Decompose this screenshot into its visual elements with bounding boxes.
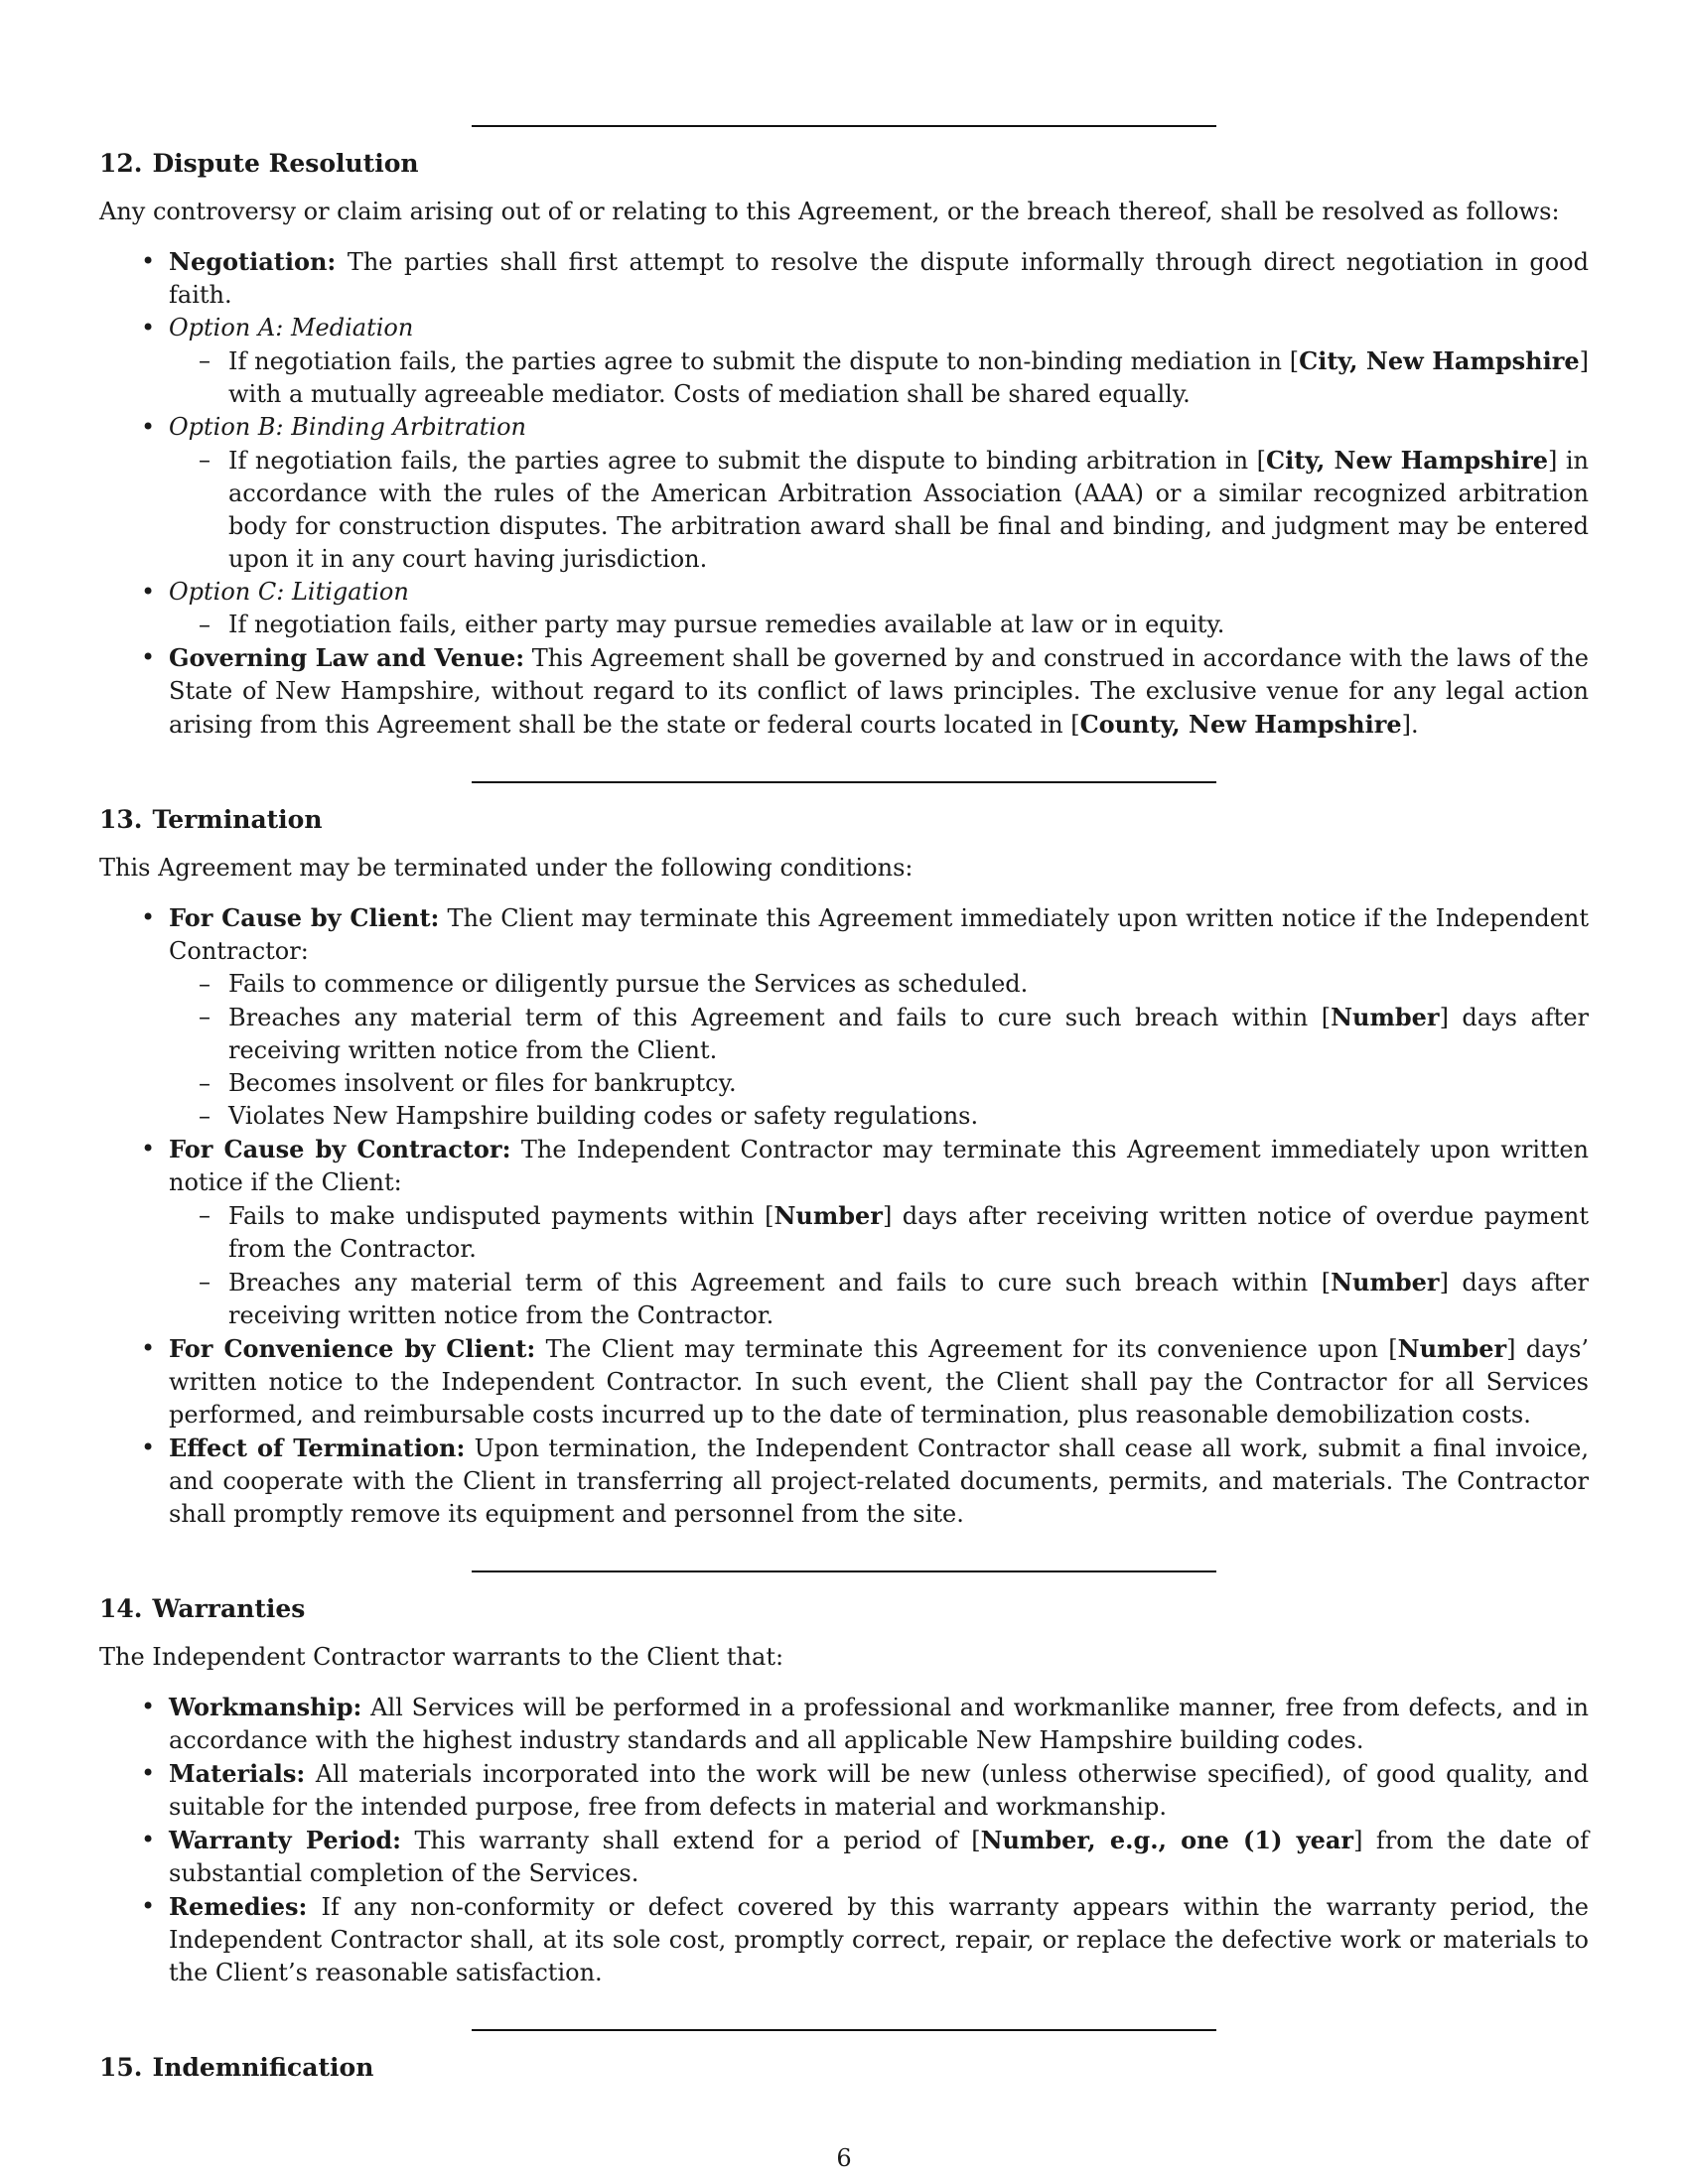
section-heading-dispute-resolution	[99, 147, 1589, 181]
list-item-cause-by-contractor	[169, 1133, 1589, 1332]
section-heading-warranties	[99, 1592, 1589, 1626]
item-text: The Client may terminate this Agreement for its convenience upon [	[535, 1335, 1398, 1363]
section-divider	[472, 125, 1216, 127]
item-text: The Client may terminate this Agreement immediately upon written notice if the Independent Contractor:	[169, 904, 1589, 965]
placeholder-number: Number	[1397, 1334, 1507, 1363]
item-label: Workmanship:	[169, 1693, 362, 1721]
sub-list	[169, 609, 1589, 641]
section-number: 13.	[99, 805, 143, 834]
list-item-option-c	[169, 576, 1589, 641]
section-title: Dispute Resolution	[152, 149, 419, 178]
item-label: Option C: Litigation	[169, 578, 409, 606]
sub-item	[228, 1266, 1589, 1332]
section-number: 12.	[99, 149, 143, 178]
item-text: ] in accordance with the rules of the American Arbitration Association (AAA) or a similar recognized arbitration body for construction disputes. The arbitration award shall be final and binding, and judgment may be entered upon it in any court having jurisdiction.	[228, 447, 1590, 573]
item-text: Upon termination, the Independent Contractor shall cease all work, submit a final invoice, and cooperate with the Client in transferring all project-related documents, permits, and materials. The Contractor shall promptly remove its equipment and personnel from the site.	[169, 1434, 1589, 1528]
item-label: For Cause by Client:	[169, 903, 440, 932]
placeholder-number: Number	[774, 1201, 883, 1230]
section-divider	[472, 1570, 1216, 1572]
list-item-option-b	[169, 411, 1589, 576]
item-text: Breaches any material term of this Agreement and fails to cure such breach within [	[228, 1269, 1332, 1297]
placeholder-number: Number, e.g., one (1) year	[980, 1826, 1354, 1854]
placeholder-city: City, New Hampshire	[1299, 346, 1580, 375]
sub-item: – Violates New Hampshire building codes or safety regulations.	[228, 1100, 1589, 1133]
list-item-effect-of-termination	[169, 1432, 1589, 1531]
item-label: Warranty Period:	[169, 1826, 402, 1854]
section-title: Termination	[152, 805, 323, 834]
section-intro: This Agreement may be terminated under the following conditions:	[99, 854, 914, 882]
item-text: This Agreement shall be governed by and construed in accordance with the laws of the State of New Hampshire, without regard to its conflict of laws principles. The exclusive venue for any legal action arising from this Agreement shall be the state or federal courts located in [	[169, 644, 1589, 739]
section-heading-indemnification	[99, 2051, 1589, 2085]
item-text: Fails to make undisputed payments within [	[228, 1202, 774, 1230]
item-text: ] days after receiving written notice of overdue payment from the Contractor.	[228, 1202, 1589, 1263]
item-text: The Independent Contractor may terminate this Agreement immediately upon written notice if the Client:	[169, 1136, 1589, 1196]
list-item-cause-by-client	[169, 901, 1589, 1133]
list-item-warranty-period	[169, 1824, 1589, 1890]
item-label: Effect of Termination:	[169, 1433, 466, 1462]
section-number: 15.	[99, 2053, 143, 2082]
section-intro: Any controversy or claim arising out of or relating to this Agreement, or the breach thereof, shall be resolved as follows:	[99, 198, 1560, 225]
list-item-remedies	[169, 1890, 1589, 1989]
sub-list	[169, 968, 1589, 1133]
item-label: For Cause by Contractor:	[169, 1135, 511, 1163]
item-label: For Convenience by Client:	[169, 1334, 536, 1363]
sub-item: – If negotiation fails, either party may pursue remedies available at law or in equity.	[228, 609, 1589, 641]
placeholder-county: County, New Hampshire	[1079, 710, 1402, 739]
sub-list	[169, 1199, 1589, 1332]
document-page	[99, 0, 1589, 2085]
warranties-list	[99, 1691, 1589, 1989]
list-item-materials	[169, 1757, 1589, 1824]
sub-list	[169, 444, 1589, 576]
item-text: ] days after receiving written notice from the Client.	[228, 1004, 1590, 1064]
placeholder-number: Number	[1331, 1003, 1440, 1031]
item-text: Breaches any material term of this Agreement and fails to cure such breach within [	[228, 1004, 1332, 1031]
item-text: This warranty shall extend for a period of [	[401, 1827, 981, 1854]
item-text: If negotiation fails, the parties agree to submit the dispute to non-binding mediation in [	[228, 347, 1300, 375]
section-divider	[472, 2029, 1216, 2031]
item-text: If negotiation fails, the parties agree to submit the dispute to binding arbitration in [	[228, 447, 1266, 475]
item-text: If any non-conformity or defect covered by this warranty appears within the warranty period, the Independent Contractor shall, at its sole cost, promptly correct, repair, or replace the defective work or materials to the Client’s reasonable satisfaction.	[169, 1893, 1589, 1986]
placeholder-city: City, New Hampshire	[1266, 446, 1549, 475]
section-title: Indemnification	[152, 2053, 374, 2082]
section-heading-termination	[99, 803, 1589, 837]
section-number: 14.	[99, 1594, 143, 1623]
item-label: Negotiation:	[169, 247, 337, 276]
sub-item: – Fails to commence or diligently pursue the Services as scheduled.	[228, 968, 1589, 1001]
dispute-list	[99, 245, 1589, 742]
placeholder-number: Number	[1331, 1268, 1440, 1297]
item-label: Materials:	[169, 1759, 306, 1788]
sub-list	[169, 344, 1589, 411]
section-title: Warranties	[152, 1594, 306, 1623]
list-item-governing-law	[169, 641, 1589, 742]
page-number: 6	[836, 2144, 852, 2172]
item-text: The parties shall first attempt to resolve the dispute informally through direct negotiation in good faith.	[169, 248, 1589, 309]
item-text: All materials incorporated into the work will be new (unless otherwise specified), of good quality, and suitable for the intended purpose, free from defects in material and workmanship.	[169, 1760, 1589, 1821]
sub-item	[228, 444, 1589, 576]
item-text: ] days’ written notice to the Independent Contractor. In such event, the Client shall pay the Contractor for all Services performed, and reimbursable costs incurred up to the date of termination, plus reasonable demobilization costs.	[169, 1335, 1589, 1429]
list-item-workmanship	[169, 1691, 1589, 1757]
termination-list	[99, 901, 1589, 1531]
sub-item: – Becomes insolvent or files for bankruptcy.	[228, 1067, 1589, 1100]
section-intro: The Independent Contractor warrants to the Client that:	[99, 1643, 784, 1671]
item-text: ] from the date of substantial completion of the Services.	[169, 1827, 1589, 1887]
item-label: Option B: Binding Arbitration	[169, 413, 526, 441]
sub-item	[228, 344, 1589, 411]
item-label: Governing Law and Venue:	[169, 643, 525, 672]
item-text: ] with a mutually agreeable mediator. Costs of mediation shall be shared equally.	[228, 347, 1590, 408]
item-label: Option A: Mediation	[169, 314, 414, 341]
list-item-convenience-by-client	[169, 1332, 1589, 1432]
item-text: All Services will be performed in a professional and workmanlike manner, free from defects, and in accordance with the highest industry standards and all applicable New Hampshire building codes.	[169, 1694, 1589, 1754]
section-divider	[472, 781, 1216, 783]
item-label: Remedies:	[169, 1892, 308, 1921]
item-text: ].	[1401, 711, 1419, 739]
item-text: ] days after receiving written notice from the Contractor.	[228, 1269, 1590, 1329]
sub-item	[228, 1001, 1589, 1067]
list-item-negotiation	[169, 245, 1589, 312]
list-item-option-a	[169, 312, 1589, 411]
sub-item	[228, 1199, 1589, 1266]
